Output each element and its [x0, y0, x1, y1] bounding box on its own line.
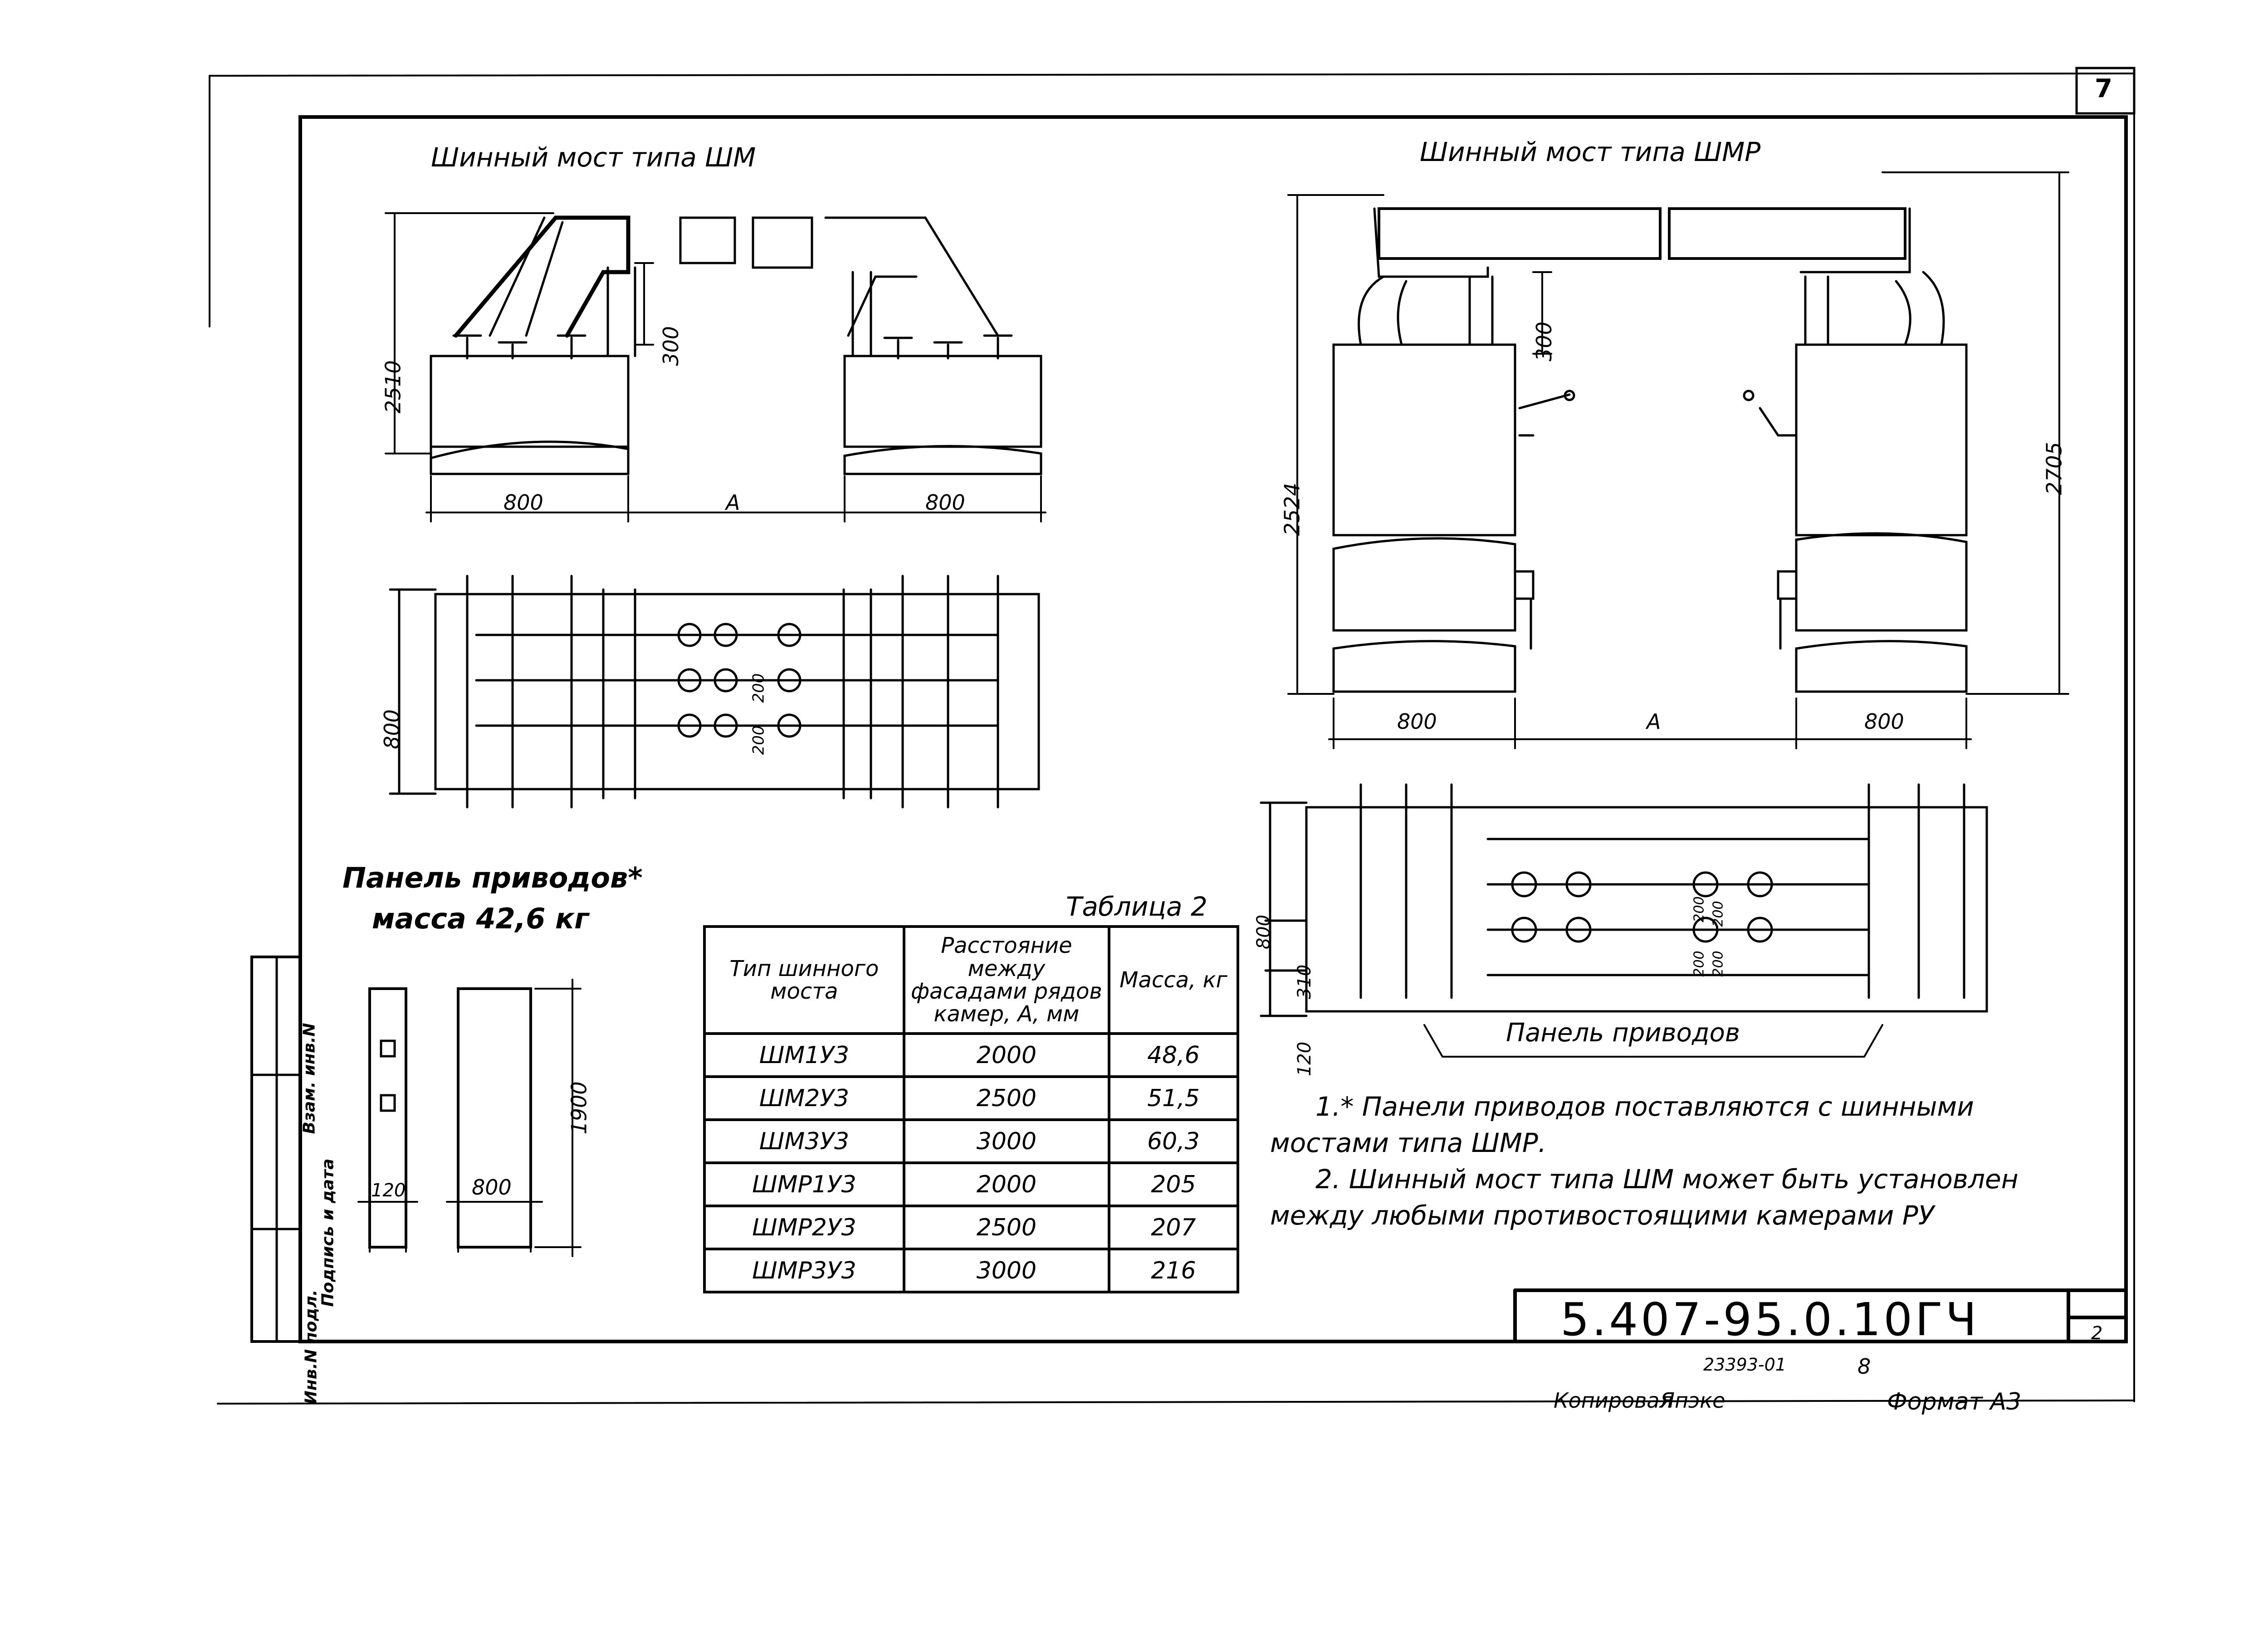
- shmr-plan: [1261, 785, 1987, 1057]
- table-cell-distance: 2000: [904, 1163, 1109, 1206]
- shm-dim-left-width: 800: [503, 490, 543, 515]
- panel-dim-thickness: 120: [371, 1180, 406, 1201]
- shmr-dim-plan-310: 310: [1294, 964, 1315, 1000]
- shm-dimensions: [386, 213, 1046, 522]
- panel-drawing: [358, 980, 581, 1256]
- table-cell-distance: 2500: [904, 1077, 1109, 1120]
- shm-plan: [390, 576, 1039, 807]
- table-cell-type: ШМР2У3: [704, 1206, 904, 1249]
- table-row: [704, 1034, 1238, 1077]
- copied-by: Копировал: [1554, 1388, 1673, 1413]
- shm-dim-height: 2510: [381, 360, 406, 414]
- panel-mass: масса 42,6 кг: [372, 902, 589, 935]
- table-cell-type: ШМ1У3: [704, 1034, 904, 1077]
- panel-dim-width: 800: [472, 1175, 512, 1200]
- table-cell-distance: 2500: [904, 1206, 1109, 1249]
- shm-dim-plan-width: 800: [379, 709, 404, 749]
- table-cell-mass: 207: [1109, 1206, 1238, 1249]
- shmr-panel-label: Панель приводов: [1506, 1018, 1740, 1048]
- format-label: Формат А3: [1887, 1388, 2022, 1415]
- panel-dim-height: 1900: [567, 1081, 591, 1135]
- shmr-dim-gap: А: [1647, 709, 1661, 734]
- shmr-title: Шинный мост типа ШМР: [1420, 137, 1761, 167]
- table-row: [704, 1077, 1238, 1120]
- table-cell-distance: 2000: [904, 1034, 1109, 1077]
- table-row: [704, 1206, 1238, 1249]
- shmr-elevation: [1334, 209, 1966, 692]
- shmr-dim-offset: 300: [1531, 322, 1556, 361]
- table-cell-distance: 3000: [904, 1120, 1109, 1163]
- table-header-type: Тип шинного моста: [704, 927, 904, 1034]
- table-cell-mass: 216: [1109, 1249, 1238, 1292]
- shmr-dim-right-width: 800: [1864, 709, 1904, 734]
- table-caption: Таблица 2: [1066, 891, 1207, 922]
- shmr-dim-spacing-2: 200: [1691, 951, 1707, 977]
- shm-dim-right-width: 800: [925, 490, 965, 515]
- shmr-dim-height-right: 2705: [2042, 442, 2067, 495]
- page-number: 7: [2095, 74, 2112, 103]
- table-cell-distance: 3000: [904, 1249, 1109, 1292]
- note-2: 2. Шинный мост типа ШМ может быть установлен между любыми противостоящими камерами РУ: [1270, 1164, 2019, 1231]
- table-row: [704, 1163, 1238, 1206]
- table-header-distance: Расстояние между фасадами рядов камер, А, мм: [904, 927, 1109, 1034]
- shmr-dim-plan-120: 120: [1294, 1041, 1315, 1077]
- shm-dim-gap: А: [726, 490, 740, 515]
- side-label-inventory: Инв.N подл.: [302, 1289, 321, 1405]
- side-label-signature: Подпись и дата: [318, 1158, 337, 1307]
- stamp-code: 5.407-95.0.10ГЧ: [1560, 1293, 1980, 1346]
- shmr-dim-spacing-1: 200: [1691, 896, 1707, 922]
- shm-elevation: [431, 218, 1041, 474]
- side-label-replacement: Взам. инв.N: [300, 1023, 319, 1134]
- table-cell-type: ШМ2У3: [704, 1077, 904, 1120]
- shmr-dim-left-width: 800: [1397, 709, 1437, 734]
- shmr-dim-spacing-4: 200: [1710, 951, 1726, 977]
- shmr-dim-plan-width: 800: [1253, 914, 1275, 950]
- shm-dim-offset: 300: [658, 326, 683, 366]
- sheet-mark: 8: [1857, 1354, 1871, 1379]
- table-cell-mass: 205: [1109, 1163, 1238, 1206]
- shm-dim-spacing-2: 200: [749, 725, 768, 755]
- shmr-dim-height-left: 2524: [1280, 483, 1305, 536]
- stamp-side-mark: 2: [2091, 1323, 2103, 1344]
- note-1: 1.* Панели приводов поставляются с шинными мостами типа ШМР.: [1270, 1091, 1974, 1159]
- shmr-dim-spacing-3: 200: [1710, 901, 1726, 927]
- inventory-number: 23393-01: [1703, 1355, 1786, 1375]
- table-cell-type: ШМ3У3: [704, 1120, 904, 1163]
- shm-title: Шинный мост типа ШМ: [431, 142, 756, 173]
- table-header-mass: Масса, кг: [1109, 927, 1238, 1034]
- table-cell-mass: 51,5: [1109, 1077, 1238, 1120]
- table-cell-mass: 48,6: [1109, 1034, 1238, 1077]
- table-row: [704, 1120, 1238, 1163]
- table-cell-mass: 60,3: [1109, 1120, 1238, 1163]
- table-header-row: [704, 927, 1238, 1034]
- shm-dim-spacing-1: 200: [749, 673, 768, 703]
- copier-signature: Япэке: [1660, 1388, 1725, 1413]
- spec-table: [703, 925, 1239, 1293]
- table-row: [704, 1249, 1238, 1292]
- panel-title: Панель приводов*: [342, 861, 643, 894]
- table-cell-type: ШМР3У3: [704, 1249, 904, 1292]
- table-cell-type: ШМР1У3: [704, 1163, 904, 1206]
